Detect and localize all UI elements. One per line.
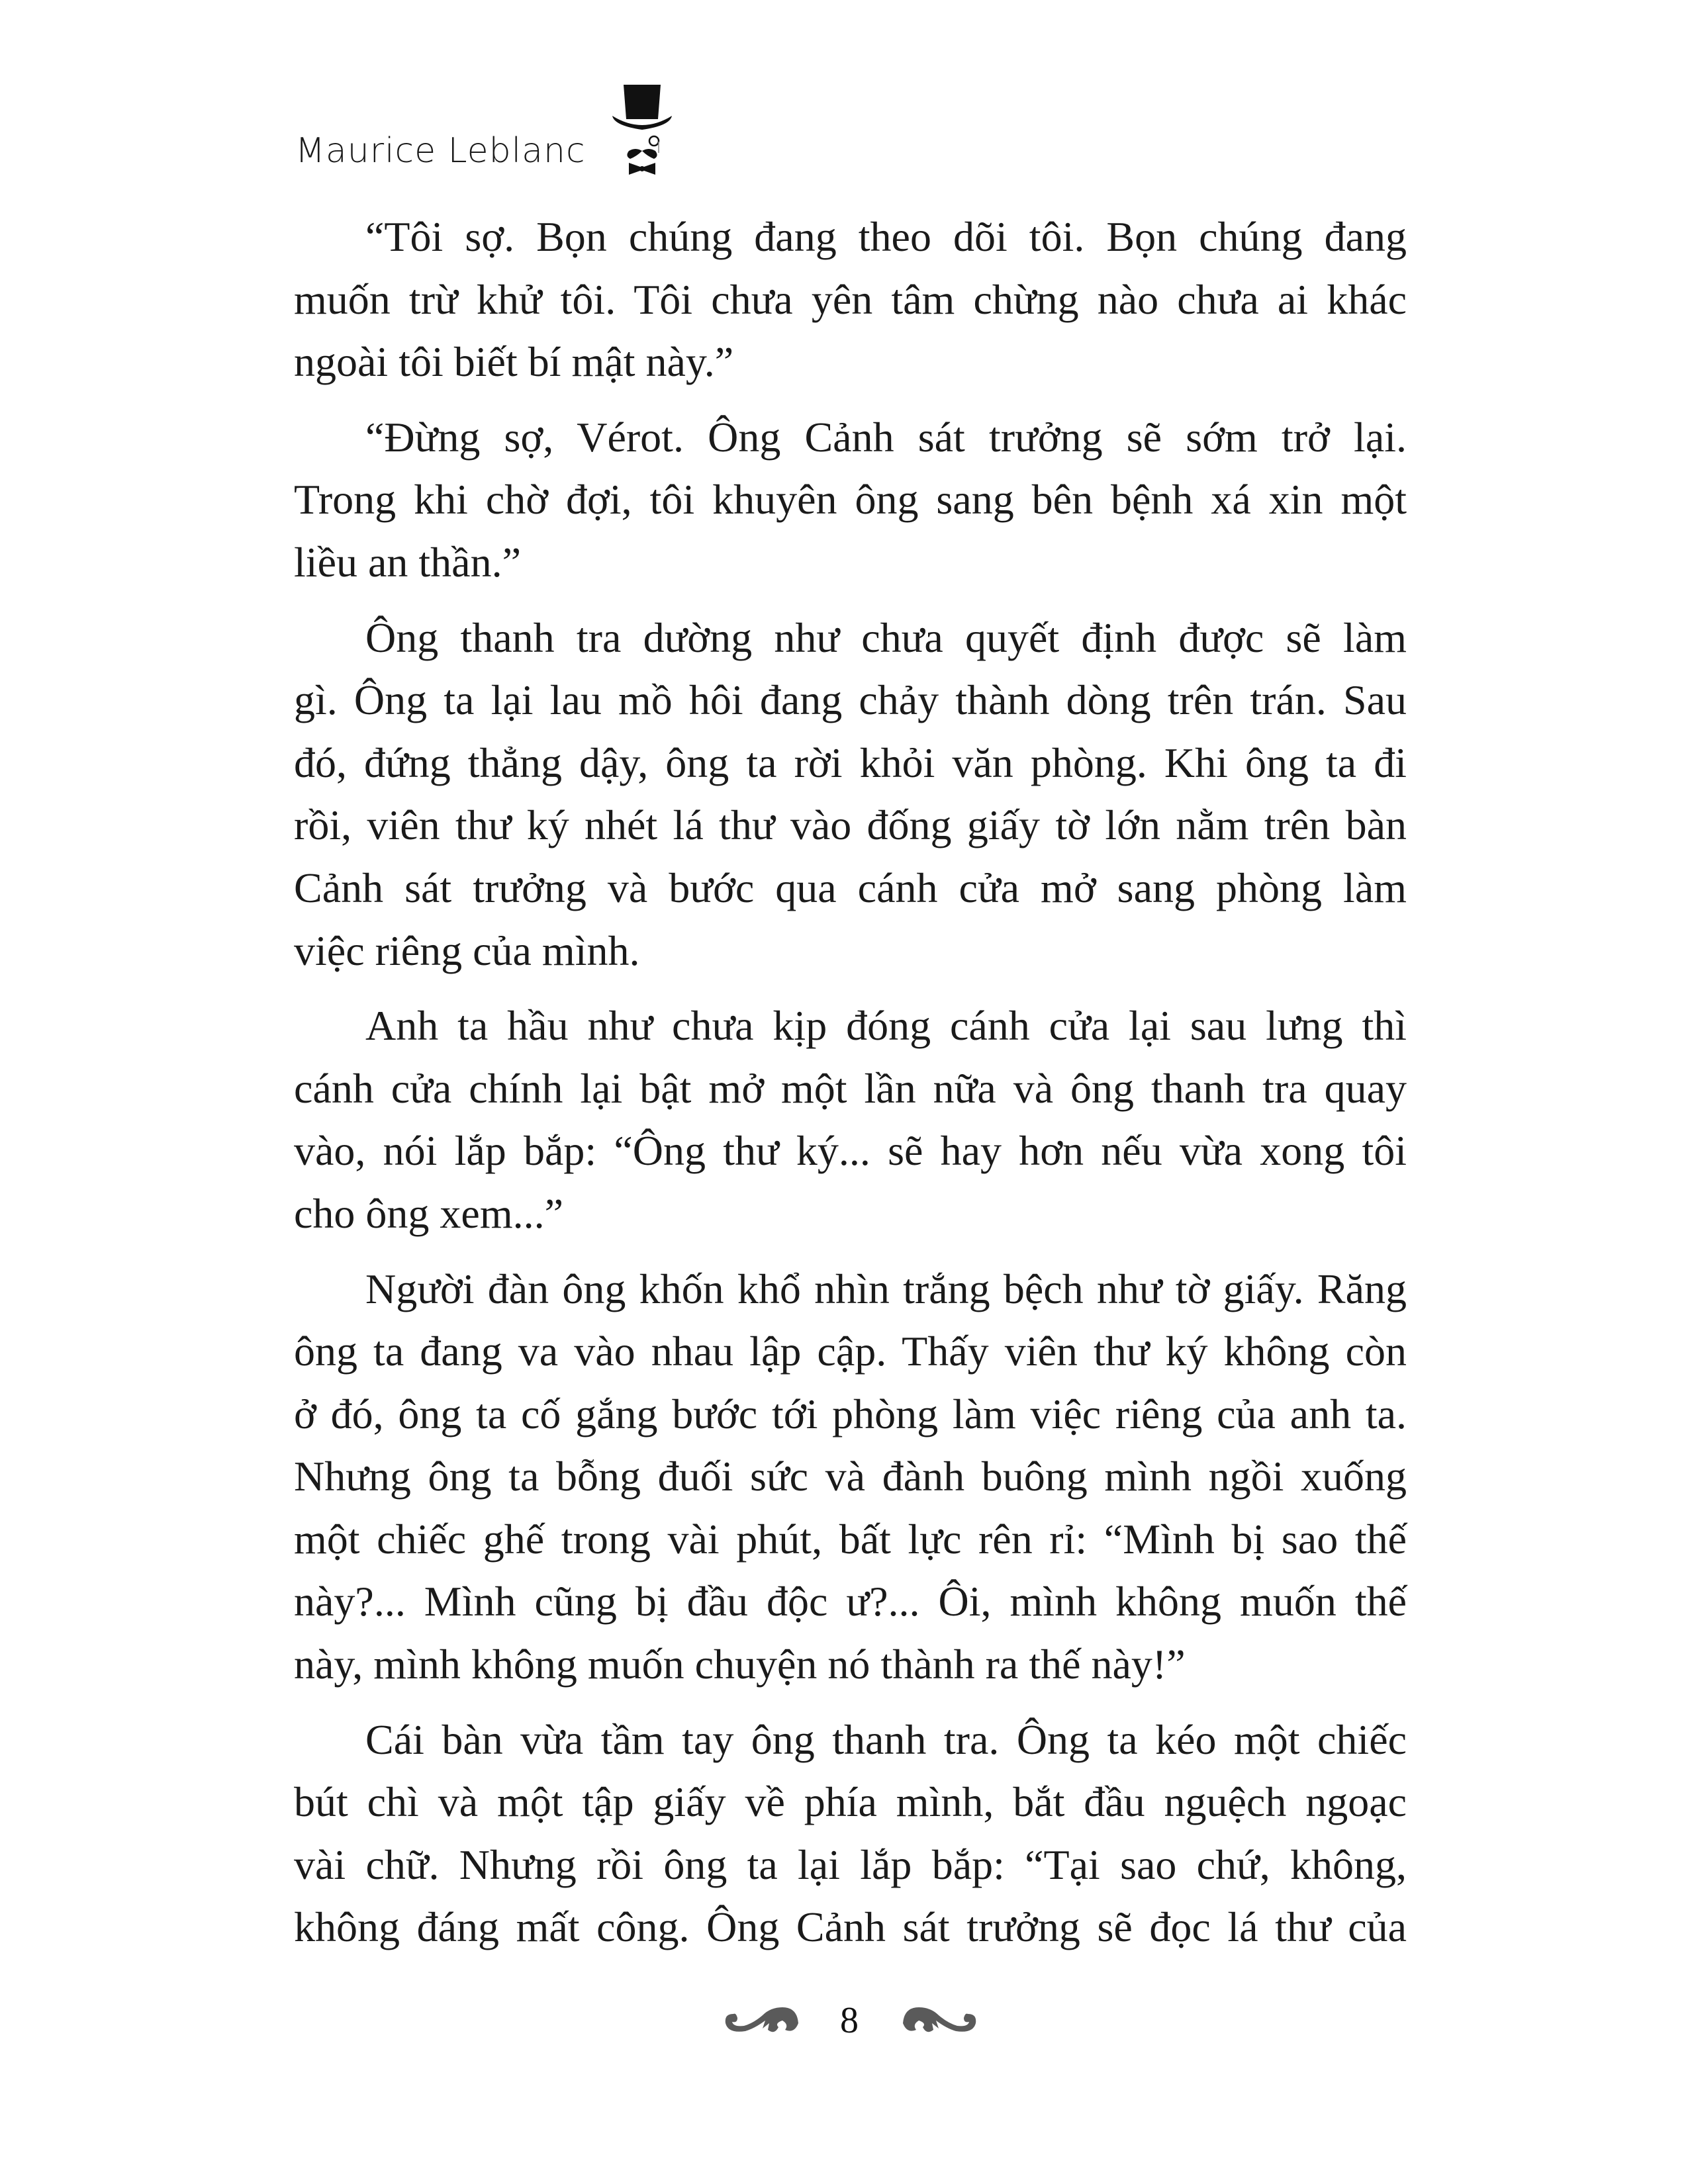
right-flourish-icon	[902, 2005, 980, 2038]
paragraph	[294, 206, 1407, 394]
text-line: vào, nói lắp bắp: “Ông thư ký... sẽ hay hơn nếu vừa xong tôi	[294, 1127, 1407, 1175]
top-hat-logo-icon	[609, 85, 675, 177]
paragraph	[294, 406, 1407, 594]
text-line: “Tôi sợ. Bọn chúng đang theo dõi tôi. Bọn chúng đang	[365, 213, 1407, 260]
text-line: gì. Ông ta lại lau mồ hôi đang chảy thành dòng trên trán. Sau	[294, 676, 1407, 724]
text-line: cánh cửa chính lại bật mở một lần nữa và ông thanh tra quay	[294, 1064, 1407, 1112]
text-line: bút chì và một tập giấy về phía mình, bắt đầu nguệch ngoạc	[294, 1778, 1407, 1826]
paragraph	[294, 607, 1407, 983]
left-flourish-shape	[726, 2007, 798, 2032]
text-line: muốn trừ khử tôi. Tôi chưa yên tâm chừng nào chưa ai khác	[294, 275, 1407, 323]
text-line: Trong khi chờ đợi, tôi khuyên ông sang bên bệnh xá xin một	[294, 476, 1407, 523]
text-line: liều an thần.”	[294, 538, 521, 586]
body-text	[294, 206, 1407, 1972]
paragraph	[294, 995, 1407, 1245]
text-line: ông ta đang va vào nhau lập cập. Thấy viên thư ký không còn	[294, 1328, 1407, 1375]
text-line: cho ông xem...”	[294, 1189, 563, 1237]
text-line: Ông thanh tra dường như chưa quyết định được sẽ làm	[365, 614, 1407, 661]
text-line: Nhưng ông ta bỗng đuối sức và đành buông mình ngồi xuống	[294, 1453, 1407, 1500]
text-line: không đáng mất công. Ông Cảnh sát trưởng sẽ đọc lá thư của	[294, 1903, 1407, 1951]
text-line: ngoài tôi biết bí mật này.”	[294, 338, 734, 386]
running-header-author: Maurice Leblanc	[295, 131, 586, 171]
page-number: 8	[840, 2000, 859, 2041]
text-line: ở đó, ông ta cố gắng bước tới phòng làm việc riêng của anh ta.	[294, 1390, 1407, 1437]
text-line: Người đàn ông khốn khổ nhìn trắng bệch như tờ giấy. Răng	[365, 1265, 1407, 1312]
text-line: rồi, viên thư ký nhét lá thư vào đống giấy tờ lớn nằm trên bàn	[294, 801, 1407, 849]
paragraph	[294, 1258, 1407, 1696]
text-line: Anh ta hầu như chưa kịp đóng cánh cửa lại sau lưng thì	[365, 1002, 1407, 1050]
text-line: đó, đứng thẳng dậy, ông ta rời khỏi văn phòng. Khi ông ta đi	[294, 739, 1407, 786]
text-line: Cảnh sát trưởng và bước qua cánh cửa mở sang phòng làm	[294, 864, 1407, 911]
text-line: này, mình không muốn chuyện nó thành ra thế này!”	[294, 1641, 1186, 1688]
right-flourish-shape	[903, 2007, 976, 2032]
text-line: này?... Mình cũng bị đầu độc ư?... Ôi, mình không muốn thế	[294, 1578, 1407, 1625]
text-line: “Đừng sợ, Vérot. Ông Cảnh sát trưởng sẽ sớm trở lại.	[365, 413, 1407, 461]
text-line: Cái bàn vừa tầm tay ông thanh tra. Ông ta kéo một chiếc	[365, 1715, 1407, 1763]
paragraph	[294, 1709, 1407, 1959]
left-flourish-icon	[722, 2005, 800, 2038]
text-line: một chiếc ghế trong vài phút, bất lực rên rỉ: “Mình bị sao thế	[294, 1515, 1407, 1563]
text-line: vài chữ. Nhưng rồi ông ta lại lắp bắp: “Tại sao chứ, không,	[294, 1841, 1407, 1888]
text-line: việc riêng của mình.	[294, 927, 640, 974]
page-footer	[0, 1995, 1688, 2048]
